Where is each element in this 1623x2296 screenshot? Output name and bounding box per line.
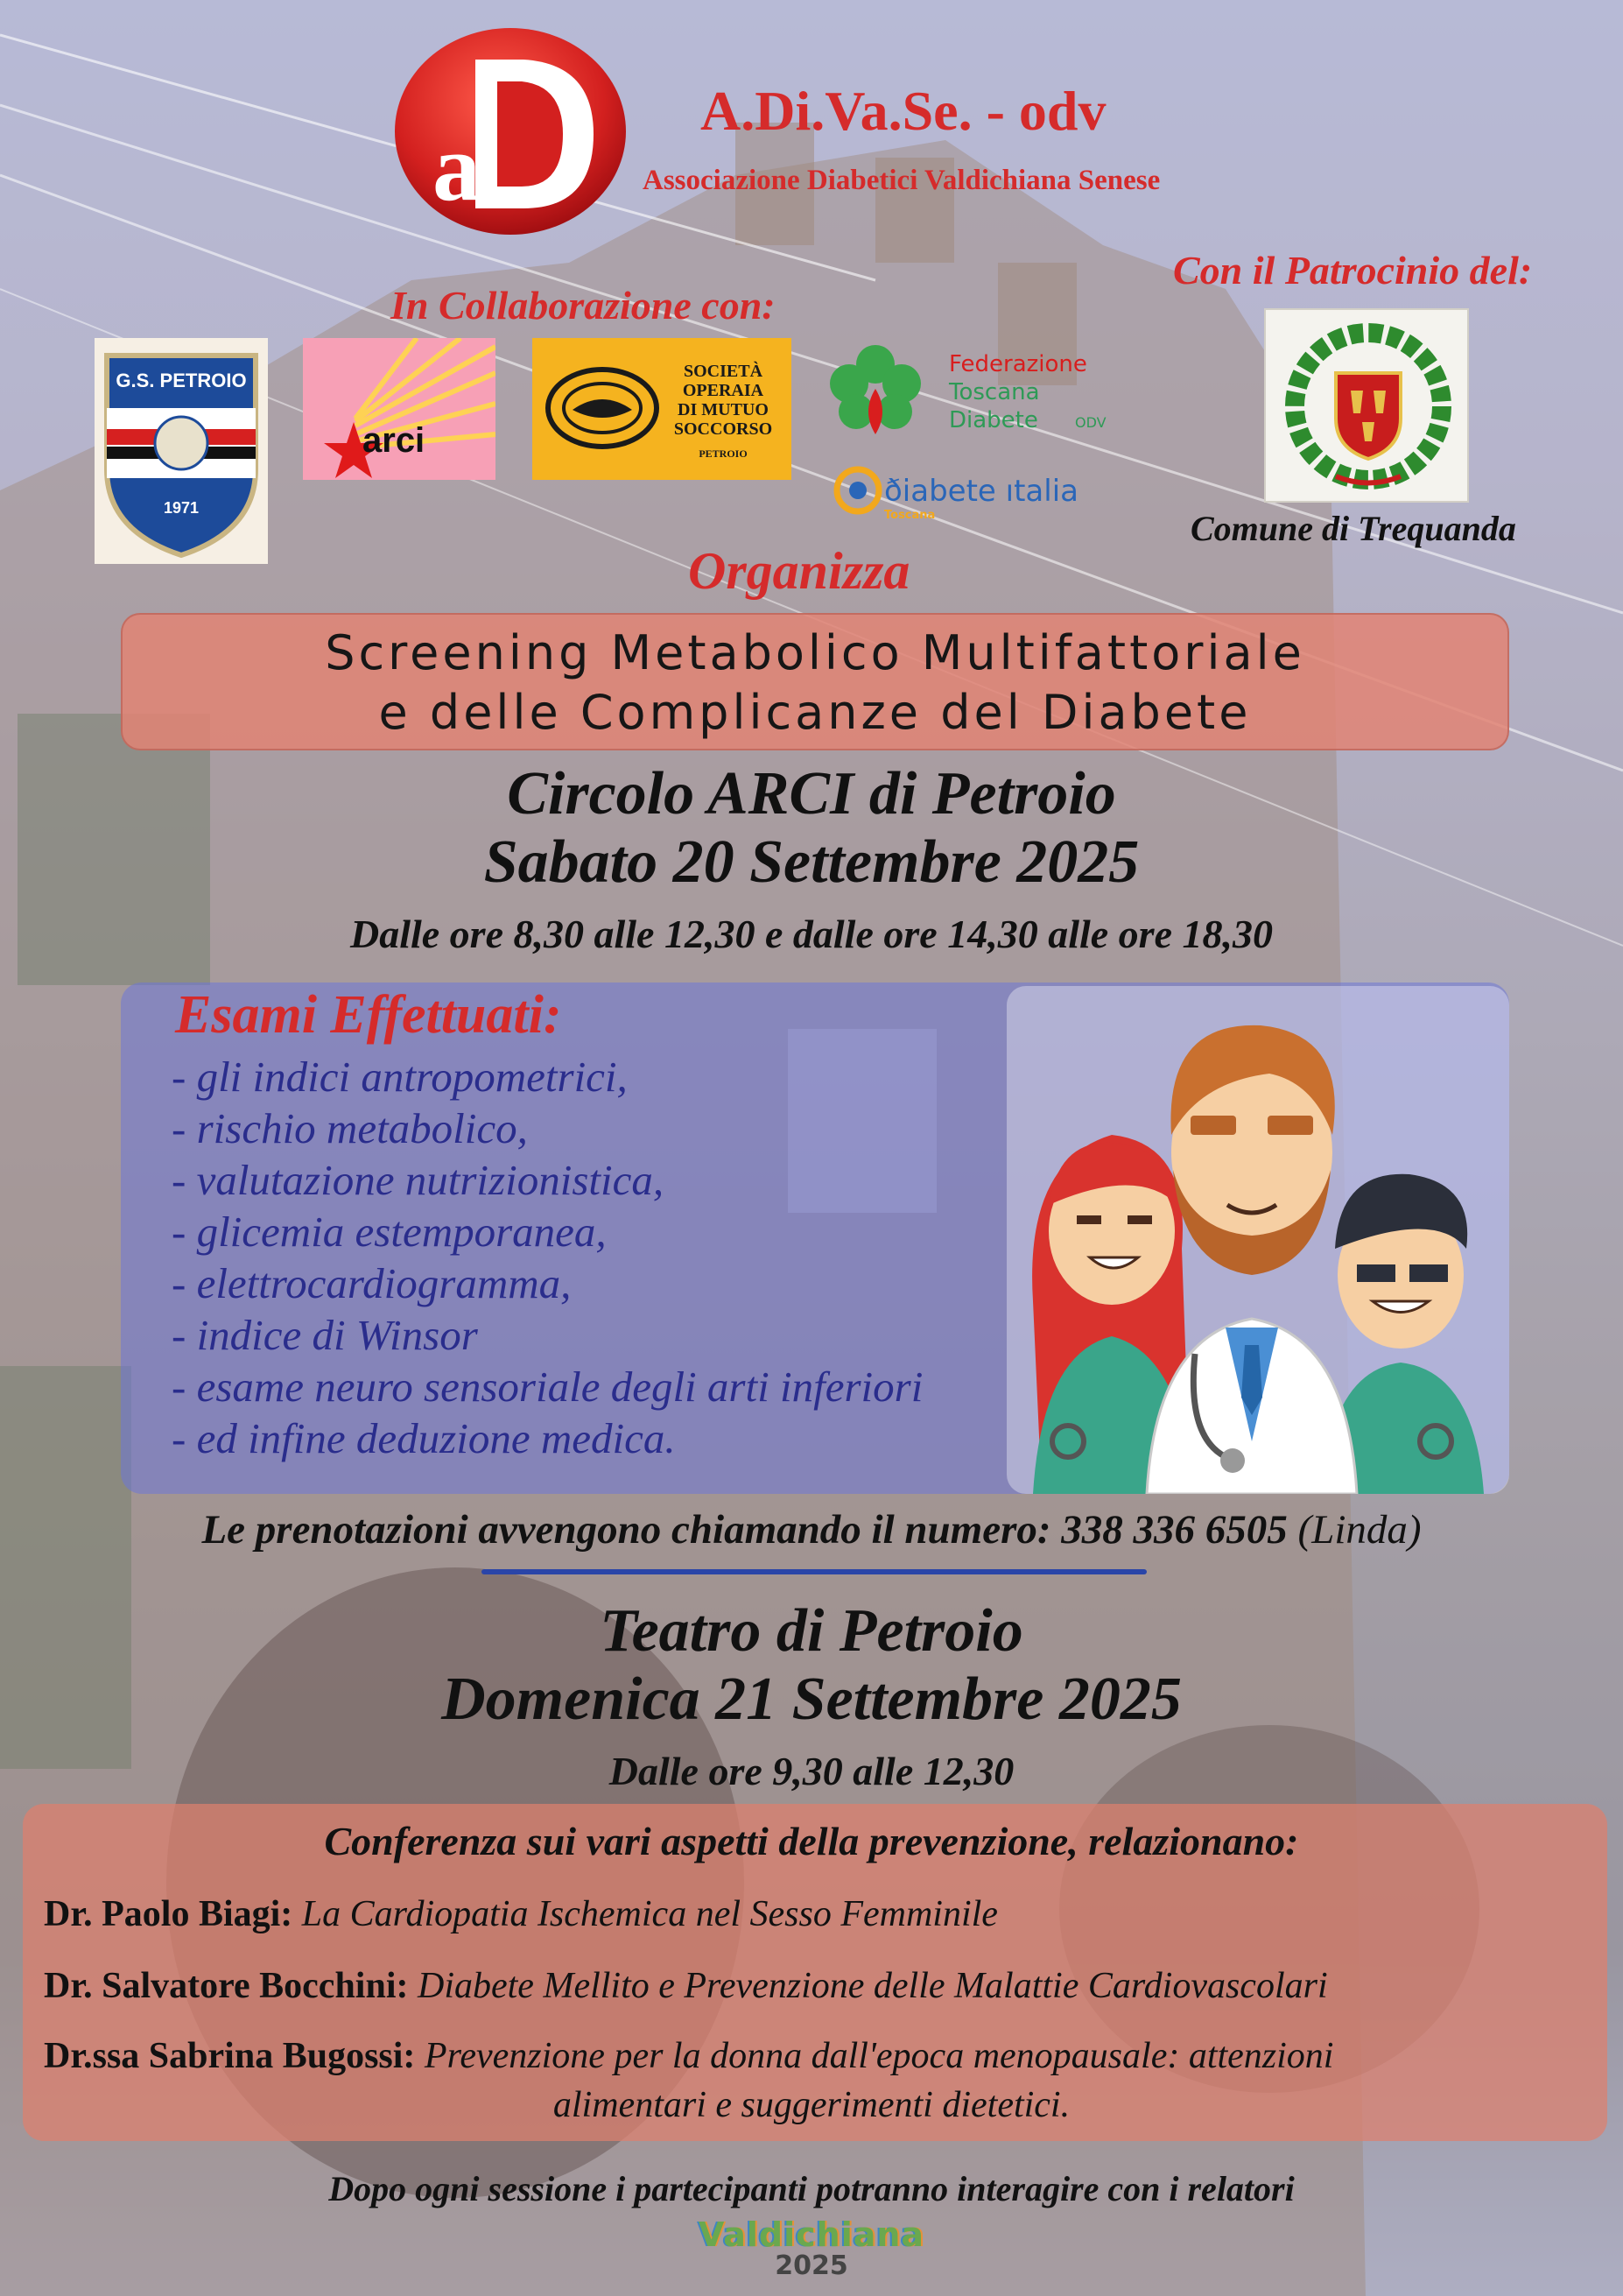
- exam-item: - rischio metabolico,: [172, 1104, 528, 1152]
- soms-line-1: SOCIETÀ: [683, 362, 763, 381]
- speaker-name: Dr. Paolo Biagi:: [44, 1894, 293, 1934]
- ftd-logo: [826, 338, 1107, 443]
- exam-item: - ed infine deduzione medica.: [172, 1414, 676, 1462]
- exam-item: - glicemia estemporanea,: [172, 1208, 607, 1256]
- patronage-caption: Comune di Trequanda: [1191, 509, 1516, 548]
- speaker-topic: Prevenzione per la donna dall'epoca menopausale: attenzioni: [415, 2036, 1334, 2076]
- exams-title: Esami Effettuati:: [175, 985, 562, 1045]
- speaker-topic-continued: [0, 2082, 1623, 2128]
- speaker-row: [44, 1963, 1328, 2009]
- exam-item: - gli indici antropometrici,: [172, 1053, 628, 1101]
- speaker-name: Dr. Salvatore Bocchini:: [44, 1966, 409, 2006]
- diabete-italia-logo: [826, 462, 1107, 524]
- doctors-illustration: [1007, 986, 1509, 1494]
- diabete-italia-name: ðiabete ıtalia: [884, 474, 1078, 509]
- ftd-line-3: Diabete: [949, 407, 1038, 433]
- speaker-row: [44, 2033, 1333, 2079]
- speaker-row: [44, 1891, 998, 1937]
- soms-line-3: DI MUTUO: [678, 400, 769, 419]
- day2-hours: Dalle ore 9,30 alle 12,30: [608, 1749, 1015, 1793]
- org-name: A.Di.Va.Se. - odv: [700, 80, 1107, 142]
- soms-petroio-logo: [532, 338, 791, 480]
- booking-contact-name: (Linda): [1287, 1507, 1422, 1553]
- valdichiana-year: 2025: [775, 2250, 848, 2281]
- valdichiana-logo: [0, 2215, 1623, 2281]
- booking-text: Le prenotazioni avvengono chiamando il numero: 338 336 6505: [201, 1507, 1288, 1553]
- day1-date: Sabato 20 Settembre 2025: [483, 828, 1140, 896]
- adivase-logo: [392, 25, 629, 243]
- event-title-line-1: Screening Metabolico Multifattoriale: [325, 625, 1305, 680]
- gs-petroio-logo: [95, 338, 268, 564]
- day2-venue: Teatro di Petroio: [600, 1597, 1023, 1665]
- day1-hours: Dalle ore 8,30 alle 12,30 e dalle ore 14,30 alle ore 18,30: [349, 912, 1273, 956]
- gs-petroio-year: 1971: [163, 499, 200, 517]
- event-title-line-2: e delle Complicanze del Diabete: [378, 685, 1252, 740]
- ftd-line-1: Federazione: [949, 351, 1087, 377]
- exams-list: [172, 1051, 1064, 1464]
- soms-line-4: SOCCORSO: [673, 419, 773, 439]
- exam-item: - indice di Winsor: [172, 1311, 478, 1359]
- footer-note: Dopo ogni sessione i partecipanti potranno interagire con i relatori: [328, 2169, 1295, 2208]
- divider-line: [481, 1569, 1147, 1574]
- diabete-italia-sub: Toscana: [884, 509, 936, 522]
- exam-item: - elettrocardiogramma,: [172, 1259, 572, 1307]
- soms-place: PETROIO: [699, 447, 748, 460]
- speaker-topic-line-2: alimentari e suggerimenti dietetici.: [552, 2085, 1071, 2125]
- gs-petroio-name: G.S. PETROIO: [116, 370, 247, 391]
- organizza-label: Organizza: [688, 542, 910, 600]
- svg-text:a: a: [432, 114, 481, 221]
- valdichiana-brand: Valdichiana: [698, 2215, 925, 2254]
- speaker-name: Dr.ssa Sabrina Bugossi:: [44, 2036, 416, 2076]
- speaker-topic: La Cardiopatia Ischemica nel Sesso Femminile: [292, 1894, 998, 1934]
- patronage-label: Con il Patrocinio del:: [1173, 248, 1533, 292]
- speaker-topic: Diabete Mellito e Prevenzione delle Malattie Cardiovascolari: [408, 1966, 1328, 2006]
- collaboration-label: In Collaborazione con:: [390, 283, 776, 327]
- arci-logo: [303, 338, 495, 480]
- ftd-line-2: Toscana: [949, 379, 1040, 405]
- exam-item: - valutazione nutrizionistica,: [172, 1156, 664, 1204]
- booking-line: [0, 1506, 1623, 1553]
- trequanda-coat-of-arms: [1264, 308, 1469, 503]
- exam-item: - esame neuro sensoriale degli arti inferiori: [172, 1363, 924, 1411]
- arci-name: arci: [362, 421, 425, 460]
- event-title-box: [121, 613, 1509, 750]
- day1-venue: Circolo ARCI di Petroio: [507, 760, 1116, 828]
- ftd-suffix: ODV: [1075, 414, 1107, 431]
- soms-line-2: OPERAIA: [682, 381, 764, 400]
- org-full-name: Associazione Diabetici Valdichiana Senese: [643, 165, 1161, 196]
- day2-date: Domenica 21 Settembre 2025: [441, 1666, 1182, 1733]
- conference-title: Conferenza sui vari aspetti della prevenzione, relazionano:: [324, 1819, 1299, 1863]
